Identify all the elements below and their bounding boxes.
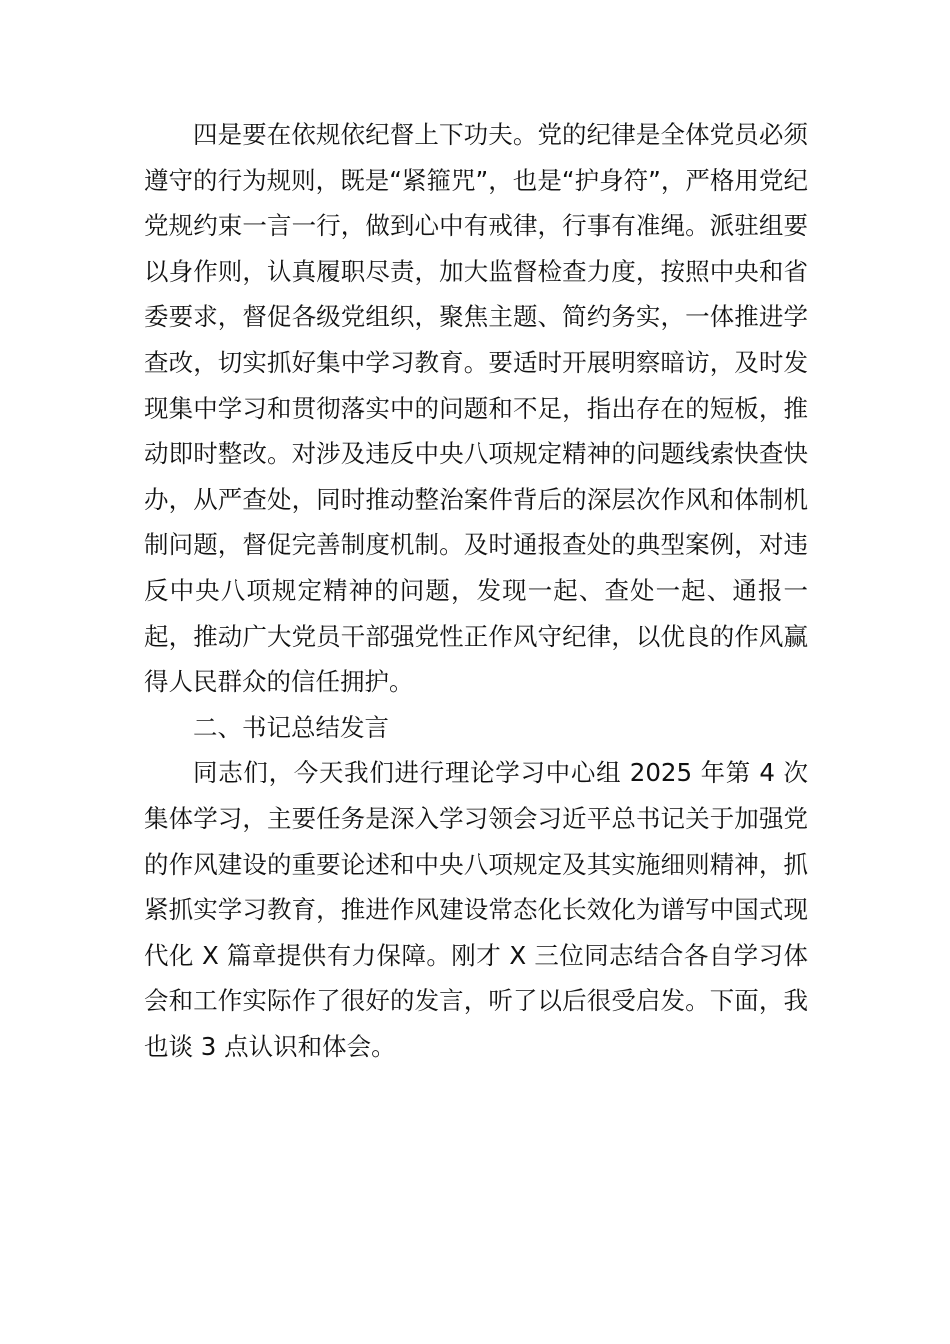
document-body [144,112,808,1069]
paragraph-secretary-opening: 同志们，今天我们进行理论学习中心组 2025 年第 4 次集体学习，主要任务是深入学习领会习近平总书记关于加强党的作风建设的重要论述和中央八项规定及其实施细则精神，抓紧抓实学习教育，推进作风建设常态化长效化为谱写中国式现代化 X 篇章提供有力保障。刚才 X 三位同志结合各自学习体会和工作实际作了很好的发言，听了以后很受启发。下面，我也谈 3 点认识和体会。 [144,758,808,1061]
paragraph-discipline-supervision: 四是要在依规依纪督上下功夫。党的纪律是全体党员必须遵守的行为规则，既是“紧箍咒”，也是“护身符”，严格用党纪党规约束一言一行，做到心中有戒律，行事有准绳。派驻组要以身作则，认真履职尽责，加大监督检查力度，按照中央和省委要求，督促各级党组织，聚焦主题、简约务实，一体推进学查改，切实抓好集中学习教育。要适时开展明察暗访，及时发现集中学习和贯彻落实中的问题和不足，指出存在的短板，推动即时整改。对涉及违反中央八项规定精神的问题线索快查快办，从严查处，同时推动整治案件背后的深层次作风和体制机制问题，督促完善制度机制。及时通报查处的典型案例，对违反中央八项规定精神的问题，发现一起、查处一起、通报一起，推动广大党员干部强党性正作风守纪律，以优良的作风赢得人民群众的信任拥护。 [144,120,808,697]
section-heading-secretary-summary: 二、书记总结发言 [193,712,389,742]
